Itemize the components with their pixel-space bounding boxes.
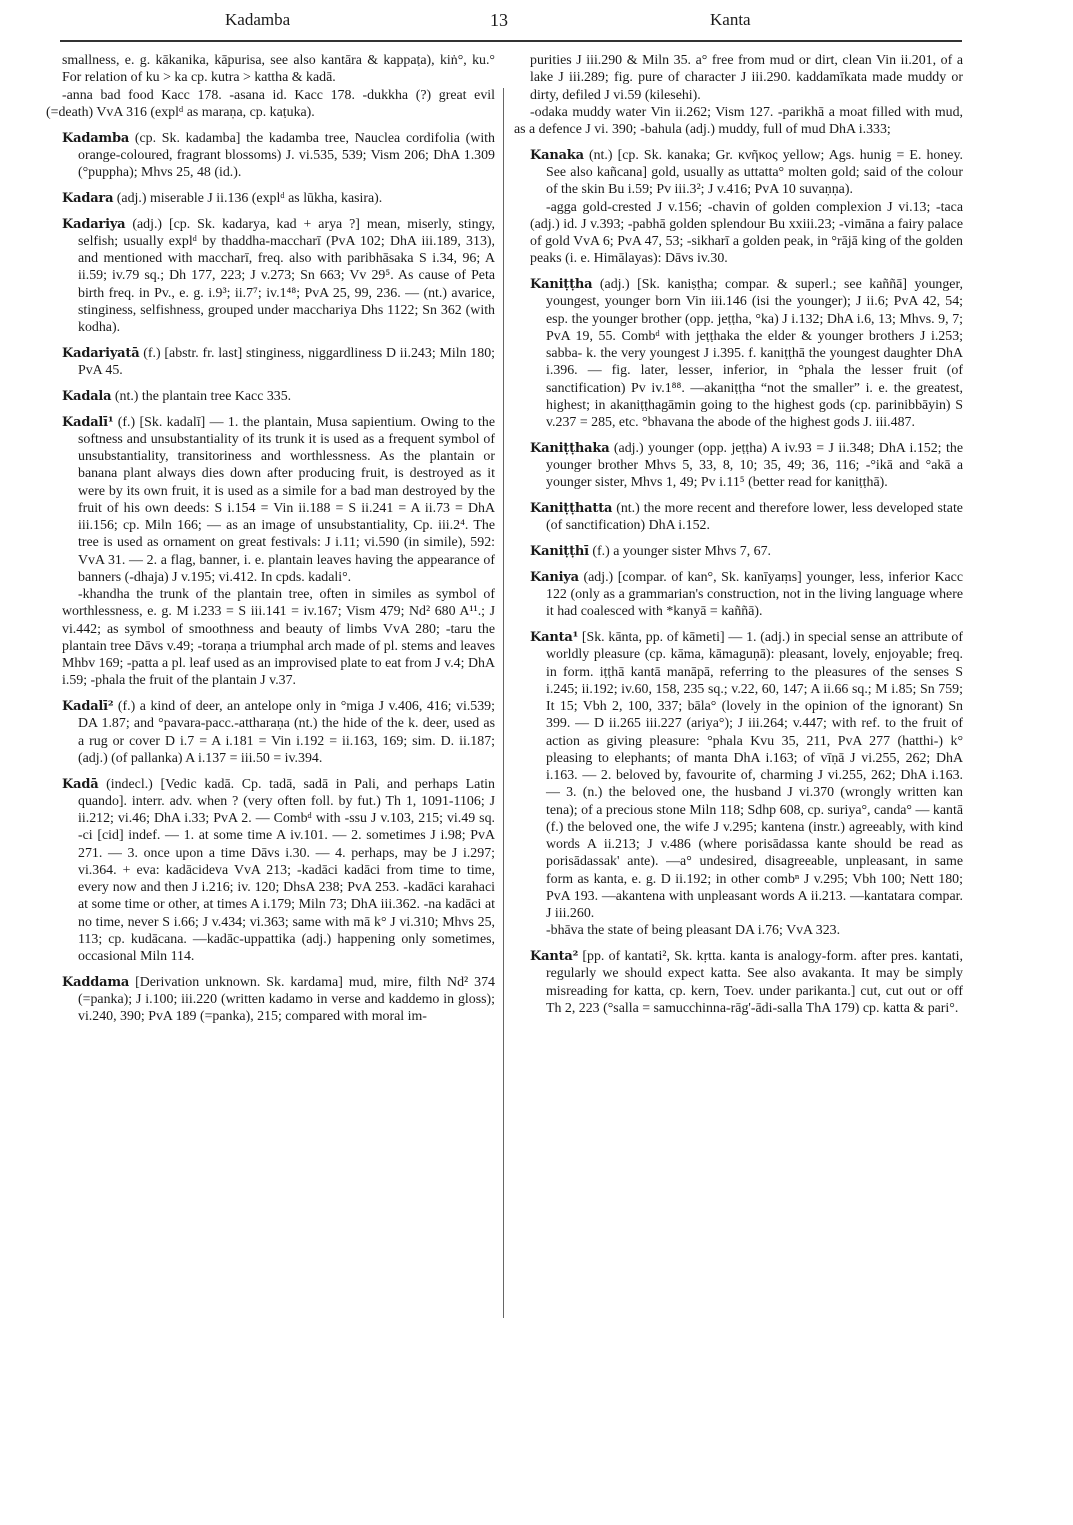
entry-body: purities J iii.290 & Miln 35. a° free from mud or dirt, clean Vin ii.201, of a lake J iii.289; fig. pure of character J iii.290. kaddamīkata made muddy or dirty, defiled J vi.59 (kilesehi). <box>530 53 963 103</box>
entry-body: (adj.) younger (opp. jeṭṭha) A iv.93 = J ii.348; DhA i.152; the younger brother Mhvs 5, 33, 8, 10; 35, 49; 36, 116; -°ikā and °akā a younger sister, Mhvs 1, 49; Pv i.11⁵ (better read for kaniṭṭhā). <box>546 440 963 491</box>
entry-body: (nt.) [cp. Sk. kanaka; Gr. κνῆκος yellow; Ags. hunig = E. honey. See also kañcana] gold, usually as uttatta° molten gold; said of the colour of the skin Bu i.59; Pv iii.3²; J v.416; PvA 10 suvaṇṇa). <box>546 147 963 198</box>
entry-body: (adj.) miserable J ii.136 (explᵈ as lūkha, kasira). <box>116 190 383 206</box>
dictionary-entry <box>530 276 963 431</box>
dictionary-entry <box>530 948 963 1017</box>
entry-headword: Kaniṭṭha <box>530 277 593 292</box>
entry-headword: Kadalī¹ <box>62 414 114 430</box>
entry-compounds: -bhāva the state of being pleasant DA i.76; VvA 323. <box>546 923 841 939</box>
dictionary-entry <box>530 543 963 560</box>
entry-body: (indecl.) [Vedic kadā. Cp. tadā, sadā in Pali, and perhaps Latin quando]. interr. adv. when ? (very often foll. by fut.) Th 1, 1091-1106; J ii.212; vi.46; DhA i.33; PvA 2. — Combᵈ with -ssu J v.103, 215; vi.49 sq. -ci [cid] indef. — 1. at some time A iv.101. — 2. sometimes J i.98; PvA 271. — 3. once upon a time Dāvs i.30. — 4. perhaps, may be J i.297; vi.364. + eva: kadācideva VvA 213; -kadāci kadāci from time to time, every now and then J i.216; iv. 120; DhsA 238; PvA 253. -kadāci karahaci at some time or other, at times A i.179; Miln 73; DhA iii.362. -na kadāci at no time, never S i.66; J v.434; vi.363; same with mā k° J vi.310; Mhvs 25, 113; cp. kudācana. —kadāc-uppattika (adj.) happening only sometimes, occasional Miln 114. <box>78 776 495 964</box>
dictionary-entry <box>530 500 963 535</box>
entry-body: (cp. Sk. kadamba] the kadamba tree, Nauclea cordifolia (with orange-coloured, fragrant blossoms) J. vi.535, 539; Vism 206; DhA 1.309 (°puppha); Mhvs 25, 48 (id.). <box>78 130 495 180</box>
dictionary-entry <box>62 130 495 182</box>
header-rule <box>60 40 962 42</box>
right-column <box>514 52 963 1026</box>
entry-headword: Kadara <box>62 190 114 206</box>
entry-compounds: -khandha the trunk of the plantain tree, often in similes as symbol of worthlessness, e. g. M i.233 = S iii.141 = iv.167; Vism 479; Nd² 680 A¹¹.; J vi.442; as symbol of smoothness and beauty of limbs VvA 280; -taru the plantain tree Dāvs v.49; -toraṇa a triumphal arch made of pl. stems and leaves Mhbv 169; -patta a pl. leaf used as an improvised plate to eat from J v.4; DhA i.59; -phala the fruit of the plantain J v.37. <box>62 587 495 689</box>
dictionary-entry <box>62 974 495 1026</box>
running-header <box>60 10 960 34</box>
dictionary-entry <box>62 345 495 380</box>
entry-headword: Kanaka <box>530 147 584 163</box>
dictionary-entry <box>46 52 495 121</box>
entry-body: [Sk. kānta, pp. of kāmeti] — 1. (adj.) in special sense an attribute of worldly pleasure (cp. kāma, kāmaguṇā): pleasant, lovely, enjoyable; freq. in form. iṭṭhā kantā manāpā, referring to the pleasures of the senses S i.245; ii.192; iv.60, 158, 235 sq.; v.22, 60, 147; A ii.66 sq.; M i.85; Sn 759; It 15; Vbh 2, 100, 337; bāla° (lovely in the opinion of the ignorant) Sn 399. — D ii.265 iii.227 (ariya°); J iii.264; v.447; with ref. to the fruit of action as giving pleasure: °phala Kvu 35, 211, PvA 277 (hatthi-) k° pleasing to elephants; of manta DhA i.163; of vīṇā J vi.255, 262; DhA i.163. — 2. beloved by, favourite of, charming J vi.255, 262; DhA i.163. — 3. (n.) the beloved one, the husband J vi.370 (wrongly written kan tena); of a precious stone Miln 118; Sdhp 608, cp. suriya°, canda° — kantā (f.) the beloved one, the wife J v.295; kantena (instr.) agreeably, with kind words A ii.213; J v.486 (where porisādassa kante should be read as porisādassak' ante). —a° undesired, disagreeable, unpleasant, in same form as kanta, e. g. D ii.192; in other combⁿ J v.295; Vbh 100; Nett 180; PvA 193. —akantena with unpleasant words A ii.213. —kantatara compar. J iii.260. <box>546 630 963 921</box>
entry-compounds: -odaka muddy water Vin ii.262; Vism 127. -parikhā a moat filled with mud, as a defence J vi. 390; -bahula (adj.) muddy, full of mud DhA i.333; <box>514 104 963 137</box>
page-number: 13 <box>490 10 508 30</box>
dictionary-entry <box>62 388 495 405</box>
dictionary-entry <box>530 147 963 268</box>
entry-headword: Kaniṭṭhaka <box>530 440 610 456</box>
dictionary-entry <box>530 440 963 492</box>
entry-headword: Kadā <box>62 776 99 792</box>
entry-headword: Kaniya <box>530 569 579 585</box>
right-guide-word: Kanta <box>710 10 751 29</box>
entry-compounds: -agga gold-crested J v.156; -chavin of golden complexion J vi.13; -taca (adj.) id. J v.393; -pabhā golden splendour Bu xxiii.23; -vimāna a fairy palace of gold VvA 6; PvA 47, 53; -sikharī a golden peak, in °rājā king of the golden peaks (i. e. Himālayas): Dāvs iv.30. <box>530 199 963 267</box>
entry-headword: Kadamba <box>62 130 130 146</box>
entry-headword: Kadariya <box>62 216 126 232</box>
entry-headword: Kaddama <box>62 974 130 990</box>
left-column <box>46 52 495 1034</box>
dictionary-entry <box>514 52 963 138</box>
entry-headword: Kadalī² <box>62 699 114 714</box>
entry-body: (f.) a kind of deer, an antelope only in °miga J v.406, 416; vi.539; DA 1.87; and °pavara-pacc.-attharaṇa (nt.) the hide of the k. deer, used as a rug or cover D i.7 = A i.181 = Vin i.192 = ii.163, 169; sim. D. ii.187; (adj.) (of pallanka) A i.137 = iii.50 = iv.394. <box>78 699 495 766</box>
entry-headword: Kaniṭṭhī <box>530 544 589 559</box>
dictionary-entry <box>62 414 495 690</box>
entry-body: [Derivation unknown. Sk. kardama] mud, mire, filth Nd² 374 (=panka); J i.100; iii.220 (written kadamo in verse and kaddemo in gloss); vi.240, 390; PvA 189 (=panka), 215; compared with moral im- <box>78 974 495 1025</box>
entry-body: (nt.) the plantain tree Kacc 335. <box>114 388 292 404</box>
entry-body: smallness, e. g. kākanika, kāpurisa, see also kantāra & kappaṭa), kiṅ°, ku.° For relation of ku > ka cp. kutra > kattha & kadā. <box>62 53 495 86</box>
entry-body: (f.) [Sk. kadalī] — 1. the plantain, Musa sapientium. Owing to the softness and unsubstantiality of its trunk it is used as a frequent symbol of unsubstantiality, transitoriness and worthlessness. As the plantain or banana plant always dies down after producing fruit, is destroyed as it were by its own fruit, it is used as a simile for a bad man destroyed by the fruit of his own deeds: S i.154 = Vin ii.188 = S ii.241 = A ii.73 = DhA iii.156; cp. Miln 166; — as an image of unsubstantiality, Cp. iii.2⁴. The tree is used as ornament on great festivals: J i.11; vi.590 (in simile), 592: VvA 31. — 2. a flag, banner, i. e. plantain leaves having the appearance of banners (-dhaja) J v.195; vi.412. In cpds. kadali°. <box>78 414 495 585</box>
entry-headword: Kadariyatā <box>62 345 140 361</box>
dictionary-entry <box>62 698 495 767</box>
entry-headword: Kaniṭṭhatta <box>530 501 613 516</box>
dictionary-entry <box>62 216 495 337</box>
entry-body: (adj.) [cp. Sk. kadarya, kad + arya ?] mean, miserly, stingy, selfish; usually explᵈ by thaddha-maccharī (PvA 102; DhA iii.189, 313), and mentioned with maccharī, freq. also with paribhāsaka S i.34, 96; A ii.59; iv.79 sq.; Dh 177, 223; J v.273; Sn 663; Vv 29⁵. As cause of Peta birth freq. in Pv., e. g. i.9³; ii.7⁷; iv.1⁴⁸; PvA 25, 99, 236. — (nt.) avarice, stinginess, selfishness, grouped under macchariya Dhs 1122; Sn 362 (with kodha). <box>78 216 495 335</box>
dictionary-entry <box>62 776 495 966</box>
entry-body: [pp. of kantati², Sk. kṛtta. kanta is analogy-form. after pres. kantati, regularly we should expect katta. See also avakanta. It may be simply misreading for katta, cp. kern, Toev. under parikanta.] cut, cut out or off Th 2, 223 (°salla = samucchinna-rāg'-ādi-salla ThA 179) cp. katta & pari°. <box>546 949 963 1016</box>
entry-headword: Kanta² <box>530 949 579 964</box>
column-divider <box>503 88 504 1318</box>
dictionary-entry <box>530 629 963 940</box>
left-guide-word: Kadamba <box>225 10 291 29</box>
dictionary-entry <box>62 190 495 207</box>
entry-body: (adj.) [compar. of kan°, Sk. kanīyaṃs] younger, less, inferior Kacc 122 (only as a grammarian's construction, not in the living language where it had coalesced with *kanyā = kaññā). <box>546 569 963 620</box>
entry-body: (f.) a younger sister Mhvs 7, 67. <box>592 544 772 559</box>
entry-headword: Kadala <box>62 388 112 404</box>
entry-compounds: -anna bad food Kacc 178. -asana id. Kacc 178. -dukkha (?) great evil (=death) VvA 316 (explᵈ as maraṇa, cp. kaṭuka). <box>46 87 495 120</box>
entry-body: (nt.) the more recent and therefore lower, less developed state (of sanctification) DhA i.152. <box>546 501 963 534</box>
entry-body: (adj.) [Sk. kaniṣṭha; compar. & superl.; see kaññā] younger, youngest, younger born Vin iii.146 (isi the younger); J ii.6; PvA 42, 54; esp. the younger brother (opp. jeṭṭha, °ka) J i.132; DhA i.6, 13; Mhvs. 9, 7; PvA 19, 55. Combᵈ with jeṭṭhaka the elder & younger brothers J i.253; sabba- k. the very youngest J i.395. f. kaniṭṭhā the youngest daughter DhA i.396. — fig. later, lesser, inferior, in °phala the lesser fruit (of sanctification) Pv iv.1⁸⁸. —akaniṭṭha “not the smaller” i. e. the greatest, highest; in akaniṭṭhagāmin going to the highest gods (cp. parinibbāyin) S v.237 = 285, etc. °bhavana the abode of the highest gods J. iii.487. <box>546 277 963 430</box>
dictionary-entry <box>530 569 963 621</box>
entry-headword: Kanta¹ <box>530 630 579 645</box>
entry-body: (f.) [abstr. fr. last] stinginess, niggardliness D ii.243; Miln 180; PvA 45. <box>78 345 495 378</box>
